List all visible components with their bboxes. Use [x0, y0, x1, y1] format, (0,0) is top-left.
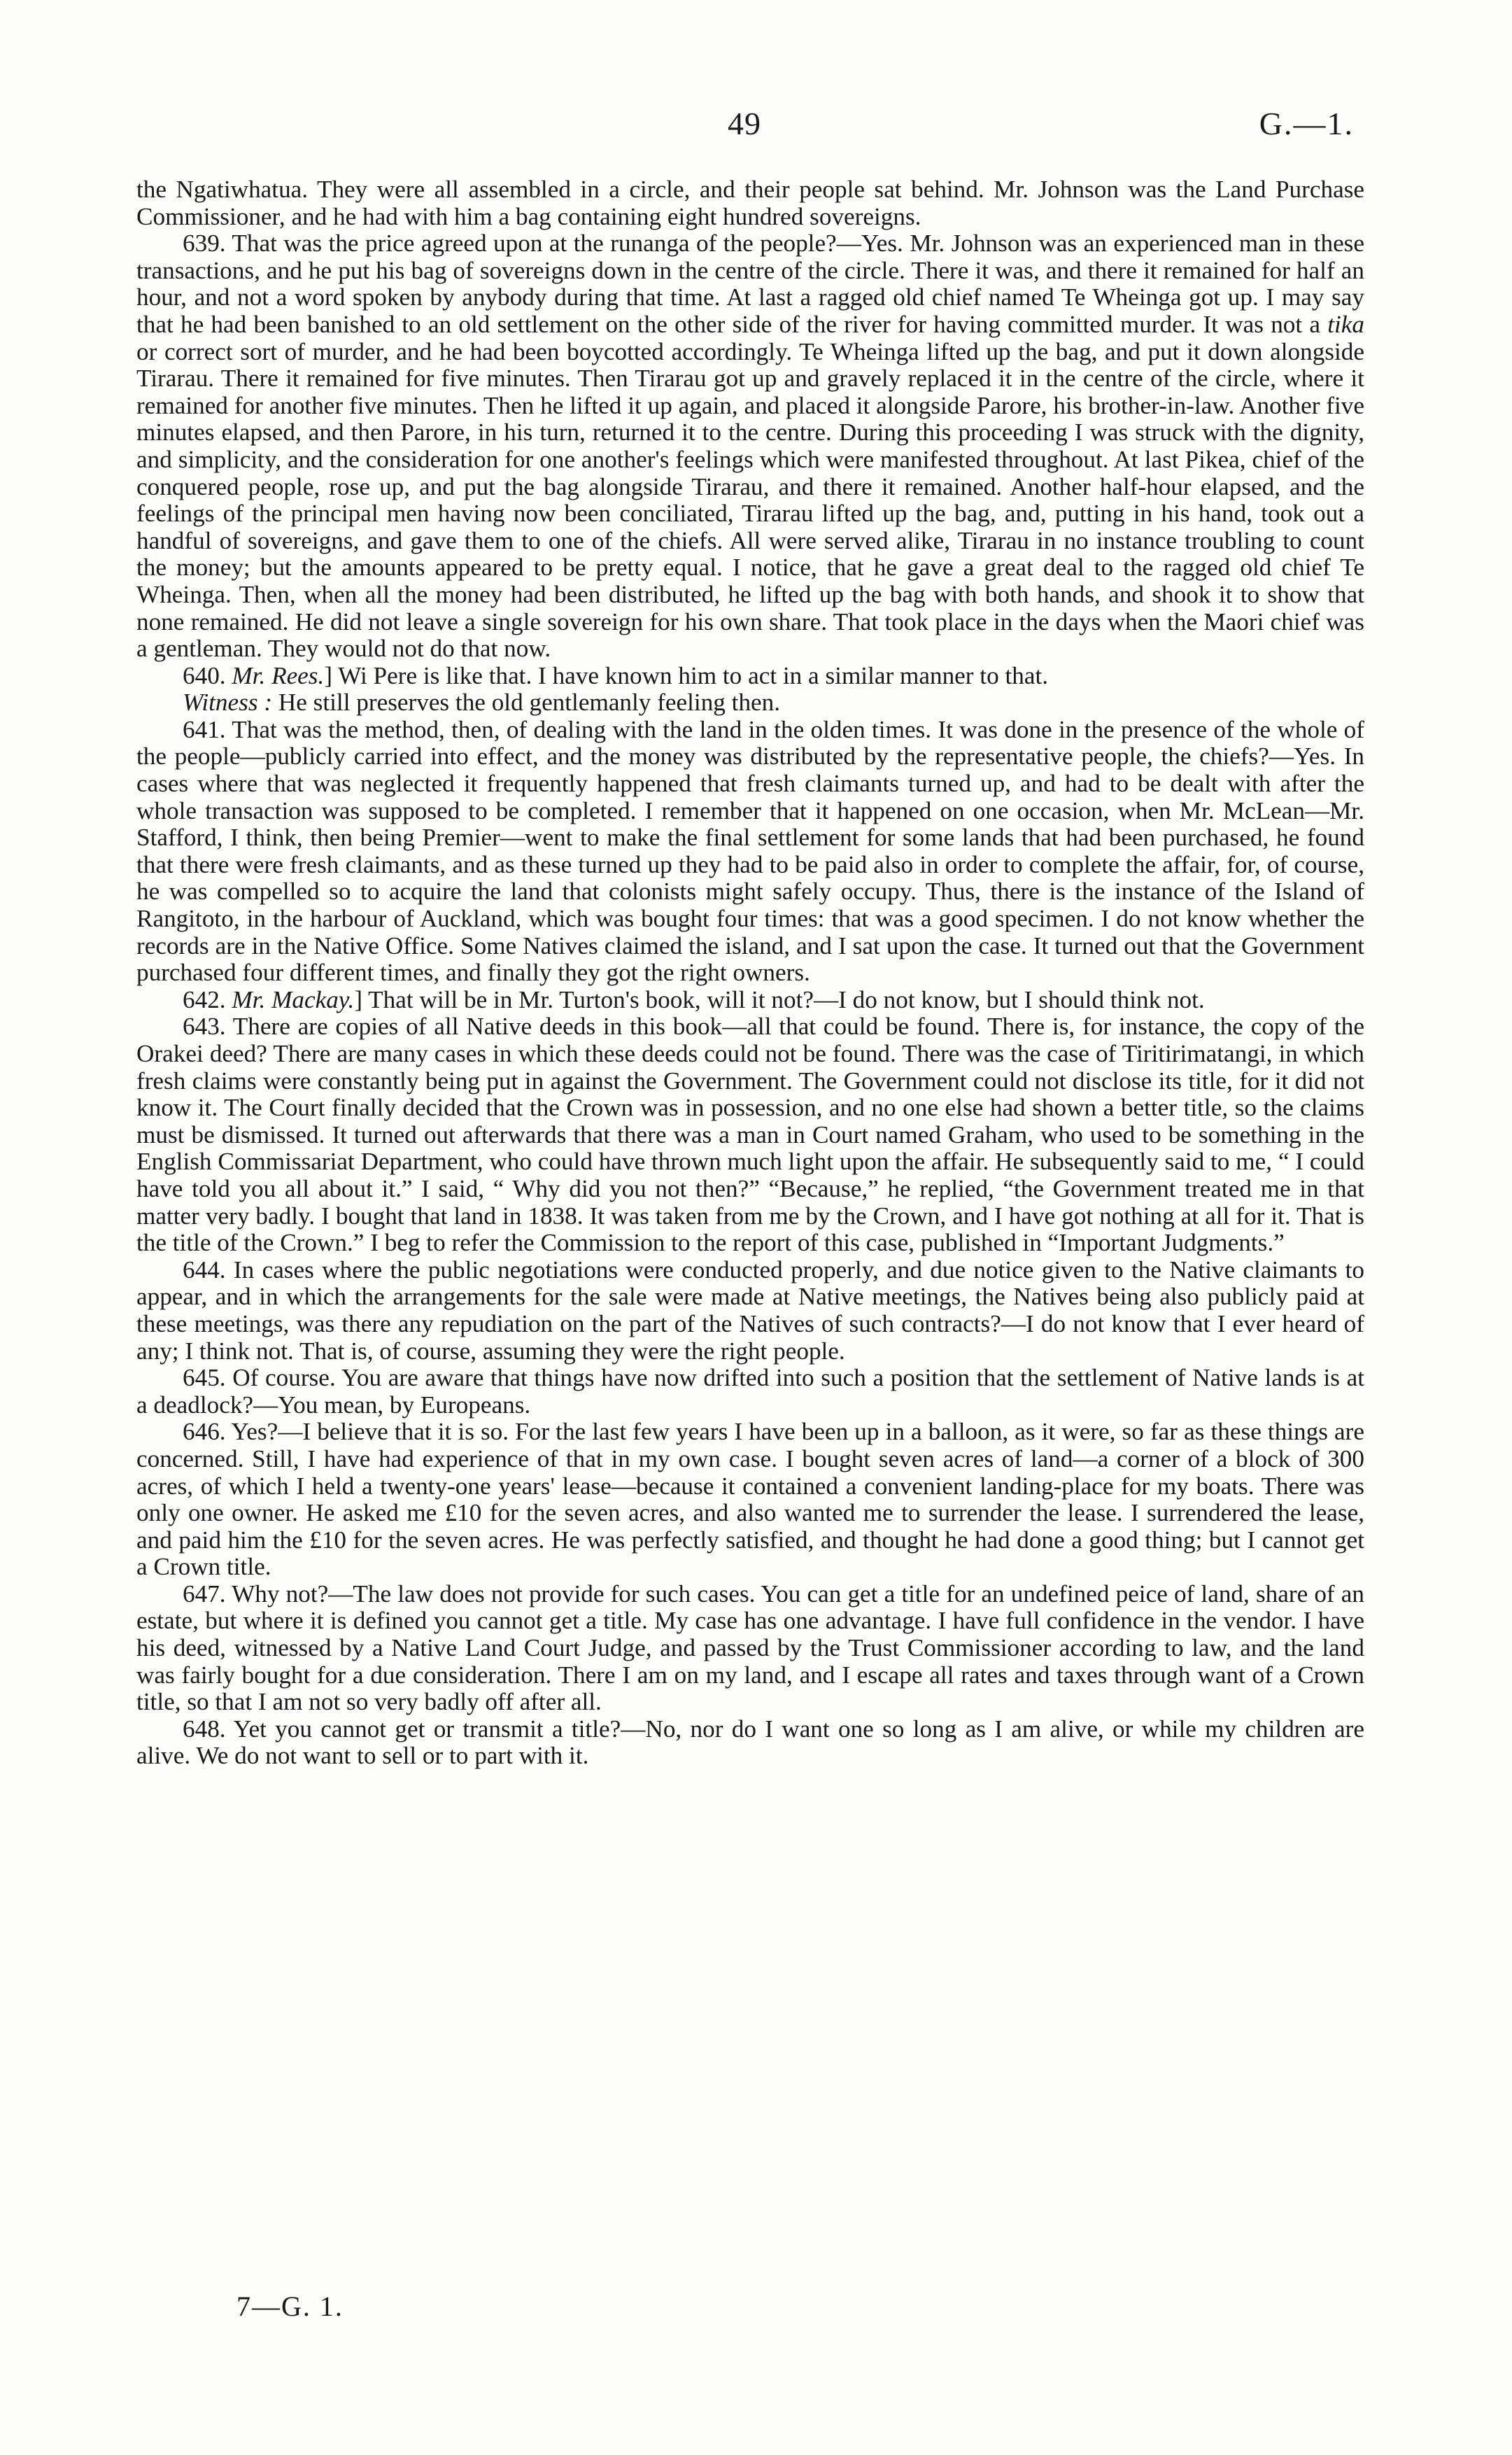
body-text	[136, 176, 1364, 1770]
paragraph-643: 643. There are copies of all Native deeds in this book—all that could be found. There is, for instance, the copy of the Orakei deed? There are many cases in which these deeds could not be found. There was the case of Tiritirimatangi, in which fresh claims were constantly being put in against the Government. The Government could not disclose its title, for it did not know it. The Court finally decided that the Crown was in possession, and no one else had shown a better title, so the claims must be dismissed. It turned out afterwards that there was a man in Court named Graham, who used to be something in the English Commissariat Department, who could have thrown much light upon the affair. He subsequently said to me, “ I could have told you all about it.” I said, “ Why did you not then?” “Because,” he replied, “the Government treated me in that matter very badly. I bought that land in 1838. It was taken from me by the Crown, and I have got nothing at all for it. That is the title of the Crown.” I beg to refer the Commission to the report of this case, published in “Important Judgments.”	[136, 1013, 1364, 1257]
paragraph-646: 646. Yes?—I believe that it is so. For the last few years I have been up in a balloon, as it were, so far as these things are concerned. Still, I have had experience of that in my own case. I bought seven acres of land—a corner of a block of 300 acres, of which I held a twenty-one years' lease—because it contained a convenient landing-place for my boats. There was only one owner. He asked me £10 for the seven acres, and also wanted me to surrender the lease. I surrendered the lease, and paid him the £10 for the seven acres. He was perfectly satisfied, and thought he had done a good thing; but I cannot get a Crown title.	[136, 1418, 1364, 1581]
paragraph-647: 647. Why not?—The law does not provide for such cases. You can get a title for an undefined peice of land, share of an estate, but where it is defined you cannot get a title. My case has one advantage. I have full confidence in the vendor. I have his deed, witnessed by a Native Land Court Judge, and passed by the Trust Commissioner according to law, and the land was fairly bought for a due consideration. There I am on my land, and I escape all rates and taxes through want of a Crown title, so that I am not so very badly off after all.	[136, 1580, 1364, 1716]
paragraph-639-italic: tika	[1327, 310, 1364, 338]
paragraph-641: 641. That was the method, then, of dealing with the land in the olden times. It was done in the presence of the whole of the people—publicly carried into effect, and the money was distributed by the representative people, the chiefs?—Yes. In cases where that was neglected it frequently happened that fresh claimants turned up, and had to be dealt with after the whole transaction was supposed to be completed. I remember that it happened on one occasion, when Mr. McLean—Mr. Stafford, I think, then being Premier—went to make the final settlement for some lands that had been purchased, he found that there were fresh claimants, and as these turned up they had to be paid also in order to complete the affair, for, of course, he was compelled so to acquire the land that colonists might safely occupy. Thus, there is the instance of the Island of Rangitoto, in the harbour of Auckland, which was bought four times: that was a good specimen. I do not know whether the records are in the Native Office. Some Natives claimed the island, and I sat upon the case. It turned out that the Government purchased four different times, and finally they got the right owners.	[136, 715, 1364, 987]
paragraph-639-text: 639. That was the price agreed upon at the runanga of the people?—Yes. Mr. Johnson was an experienced man in these transactions, and he put his bag of sovereigns down in the centre of the circle. There it was, and there it remained for half an hour, and not a word spoken by anybody during that time. At last a ragged old chief named Te Wheinga got up. I may say that he had been banished to an old settlement on the other side of the river for having committed murder. It was not a	[136, 230, 1364, 338]
paragraph-644: 644. In cases where the public negotiations were conducted properly, and due notice given to the Native claimants to appear, and in which the arrangements for the sale were made at Native meetings, the Natives being also publicly paid at these meetings, was there any repudiation on the part of the Natives of such contracts?—I do not know that I ever heard of any; I think not. That is, of course, assuming they were the right people.	[136, 1255, 1364, 1365]
paragraph-639	[136, 230, 1364, 663]
paragraph-642-number: 642.	[183, 985, 226, 1013]
paragraph-642-speaker: Mr. Mackay.	[232, 985, 355, 1013]
paragraph-639-text-after: or correct sort of murder, and he had been boycotted accordingly. Te Wheinga lifted up the bag, and put it down alongside Tirarau. There it remained for five minutes. Then Tirarau got up and gravely replaced it in the centre of the circle, where it remained for another five minutes. Then he lifted it up again, and placed it alongside Parore, his brother-in-law. Another five minutes elapsed, and then Parore, in his turn, returned it to the centre. During this proceeding I was struck with the dignity, and simplicity, and the consideration for one another's feelings which were manifested throughout. At last Pikea, chief of the conquered people, rose up, and put the bag alongside Tirarau, and there it remained. Another half-hour elapsed, and the feelings of the principal men having now been conciliated, Tirarau lifted up the bag, and, putting in his hand, took out a handful of sovereigns, and gave them to one of the chiefs. All were served alike, Tirarau in no instance troubling to count the money; but the amounts appeared to be pretty equal. I notice, that he gave a great deal to the ragged old chief Te Wheinga. Then, when all the money had been distributed, he lifted up the bag with both hands, and shook it to show that none remained. He did not leave a single sovereign for his own share. That took place in the days when the Maori chief was a gentleman. They would not do that now.	[136, 337, 1364, 663]
paragraph-640-text: ] Wi Pere is like that. I have known him to act in a similar manner to that.	[324, 661, 1049, 689]
paragraph-645: 645. Of course. You are aware that things have now drifted into such a position that the settlement of Native lands is at a deadlock?—You mean, by Europeans.	[136, 1364, 1364, 1419]
paragraph-640	[136, 663, 1364, 690]
paragraph-640-witness-speaker: Witness :	[183, 689, 273, 717]
document-code: G.—1.	[1259, 106, 1354, 141]
footer-signature: 7—G. 1.	[236, 2291, 344, 2322]
paragraph-640-speaker: Mr. Rees.	[232, 661, 325, 689]
paragraph-642	[136, 987, 1364, 1014]
paragraph-642-text: ] That will be in Mr. Turton's book, will it not?—I do not know, but I should think not.	[354, 985, 1205, 1013]
paragraph-648: 648. Yet you cannot get or transmit a title?—No, nor do I want one so long as I am alive, or while my children are alive. We do not want to sell or to part with it.	[136, 1715, 1364, 1770]
paragraph-640-number: 640.	[183, 661, 226, 689]
paragraph-640-witness	[136, 689, 1364, 717]
paragraph-640-witness-text: He still preserves the old gentlemanly feeling then.	[272, 689, 781, 717]
paragraph-continuation: the Ngatiwhatua. They were all assembled in a circle, and their people sat behind. Mr. Johnson was the Land Purchase Commissioner, and he had with him a bag containing eight hundred sovereigns.	[136, 176, 1364, 230]
page-number: 49	[728, 106, 761, 141]
